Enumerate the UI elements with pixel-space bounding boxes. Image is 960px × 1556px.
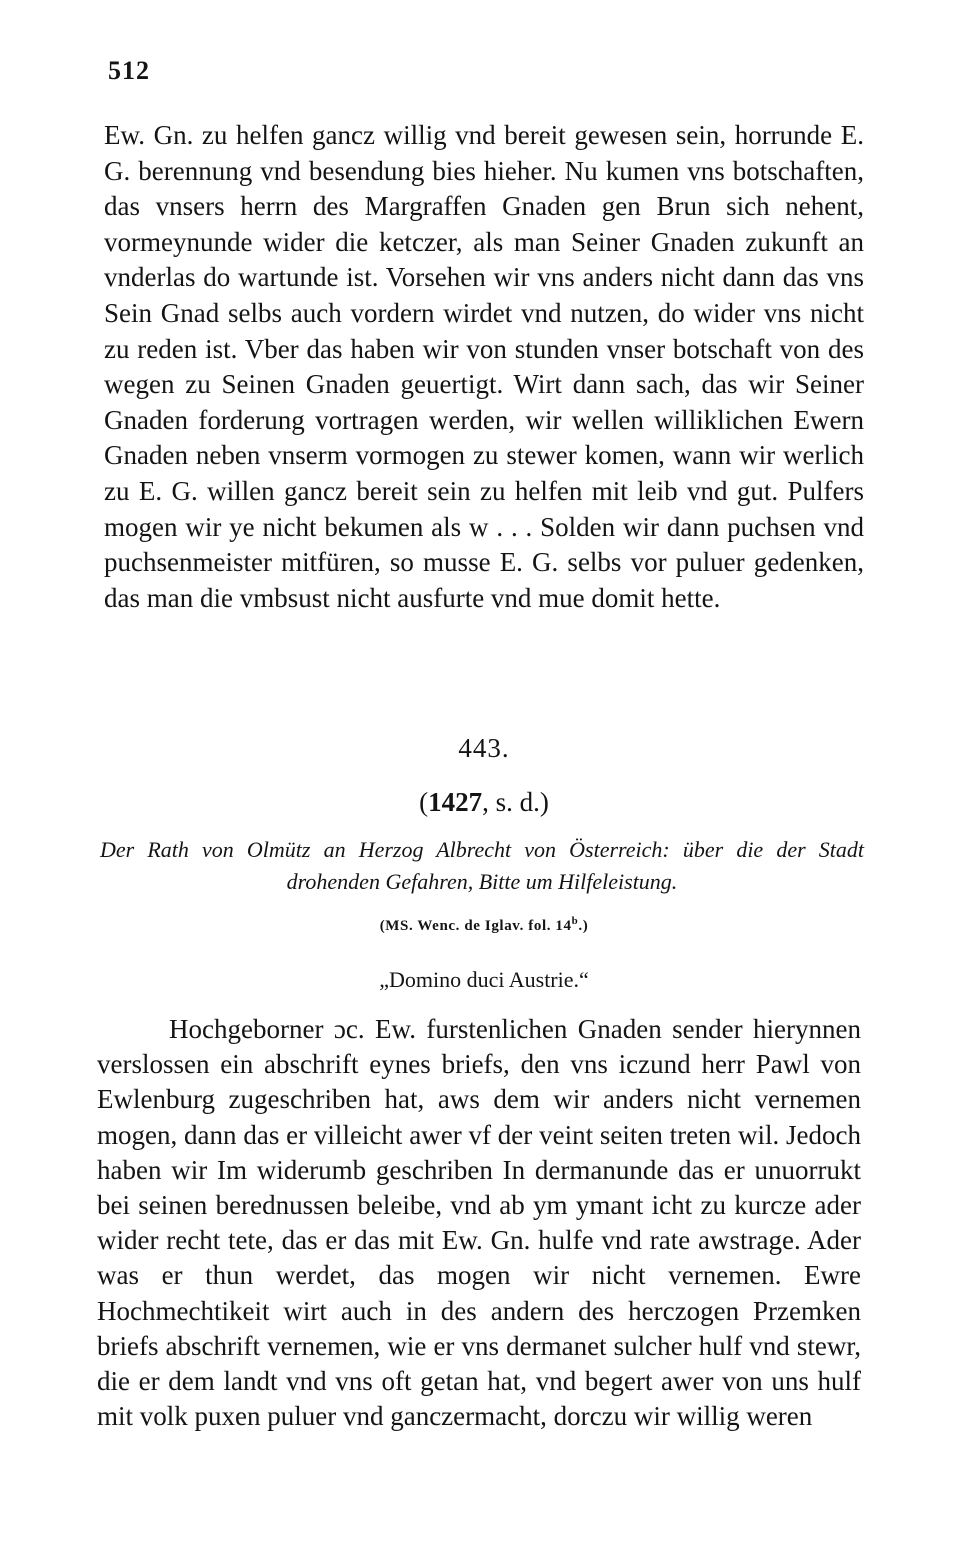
document-address: „Domino duci Austrie.“ bbox=[379, 967, 589, 992]
document-summary: Der Rath von Olmütz an Herzog Albrecht von Österreich: über die der Stadt drohenden Gefahren, Bitte um Hilfeleistung. bbox=[100, 837, 864, 894]
date-open: ( bbox=[419, 787, 429, 817]
page-number: 512 bbox=[108, 56, 150, 85]
document-source bbox=[104, 915, 864, 935]
document-number: 443. bbox=[458, 733, 510, 763]
continuation-paragraph: Ew. Gn. zu helfen gancz willig vnd bereit gewesen sein, horrunde E. G. berennung vnd besendung bies hieher. Nu kumen vns botschaften, das vnsers herrn des Margraffen Gnaden gen Brun sich nehent, vormeynunde wider die ketczer, als man Seiner Gnaden zukunft an vnderlas do wartunde ist. Vorsehen wir vns anders nicht dann das vns Sein Gnad selbs auch vordern wirdet vnd nutzen, do wider vns nicht zu reden ist. Vber das haben wir von stunden vnser botschaft von des wegen zu Seinen Gnaden geuertigt. Wirt dann sach, das wir Seiner Gnaden forderung vortragen werden, wir wellen williklichen Ewern Gnaden neben vnserm vormogen zu stewer komen, wann wir werlich zu E. G. willen gancz bereit sein zu helfen mit leib vnd gut. Pulfers mogen wir ye nicht bekumen als w . . . Solden wir dann puchsen vnd puchsenmeister mitfüren, so musse E. G. selbs vor puluer gedenken, das man die vmbsust nicht ausfurte vnd mue domit hette. bbox=[104, 120, 864, 613]
source-main: (MS. Wenc. de Iglav. fol. 14 bbox=[379, 918, 572, 934]
source-superscript: b bbox=[571, 915, 579, 927]
document-year: 1427 bbox=[428, 787, 483, 817]
letter-text: Hochgeborner ɔc. Ew. furstenlichen Gnaden sender hierynnen verslossen ein abschrift eynes briefs, den vns iczund herr Pawl von Ewlenburg zugeschriben hat, aws dem wir anders nicht vernemen mogen, dann das er villeicht awer vf der veint seiten treten wil. Jedoch haben wir Im widerumb geschriben In dermanunde das er unuorrukt bei seinen berednussen beleibe, vnd ab ym ymant icht zu kurcze ader wider recht tete, das er das mit Ew. Gn. hulfe vnd rate awstrage. Ader was er thun werdet, das mogen wir nicht vernemen. Ewre Hochmechtikeit wirt auch in des andern des herczogen Przemken briefs abschrift vernemen, wie er vns dermanet sulcher hulf vnd stewr, die er dem landt vnd vns oft getan hat, vnd begert awer von uns hulf mit volk puxen puluer vnd ganczermacht, dorczu wir willig weren bbox=[97, 1014, 861, 1432]
date-rest: , s. d.) bbox=[482, 787, 549, 817]
letter-paragraph bbox=[97, 1012, 861, 1434]
document-date bbox=[104, 787, 864, 818]
source-end: .) bbox=[578, 918, 589, 934]
